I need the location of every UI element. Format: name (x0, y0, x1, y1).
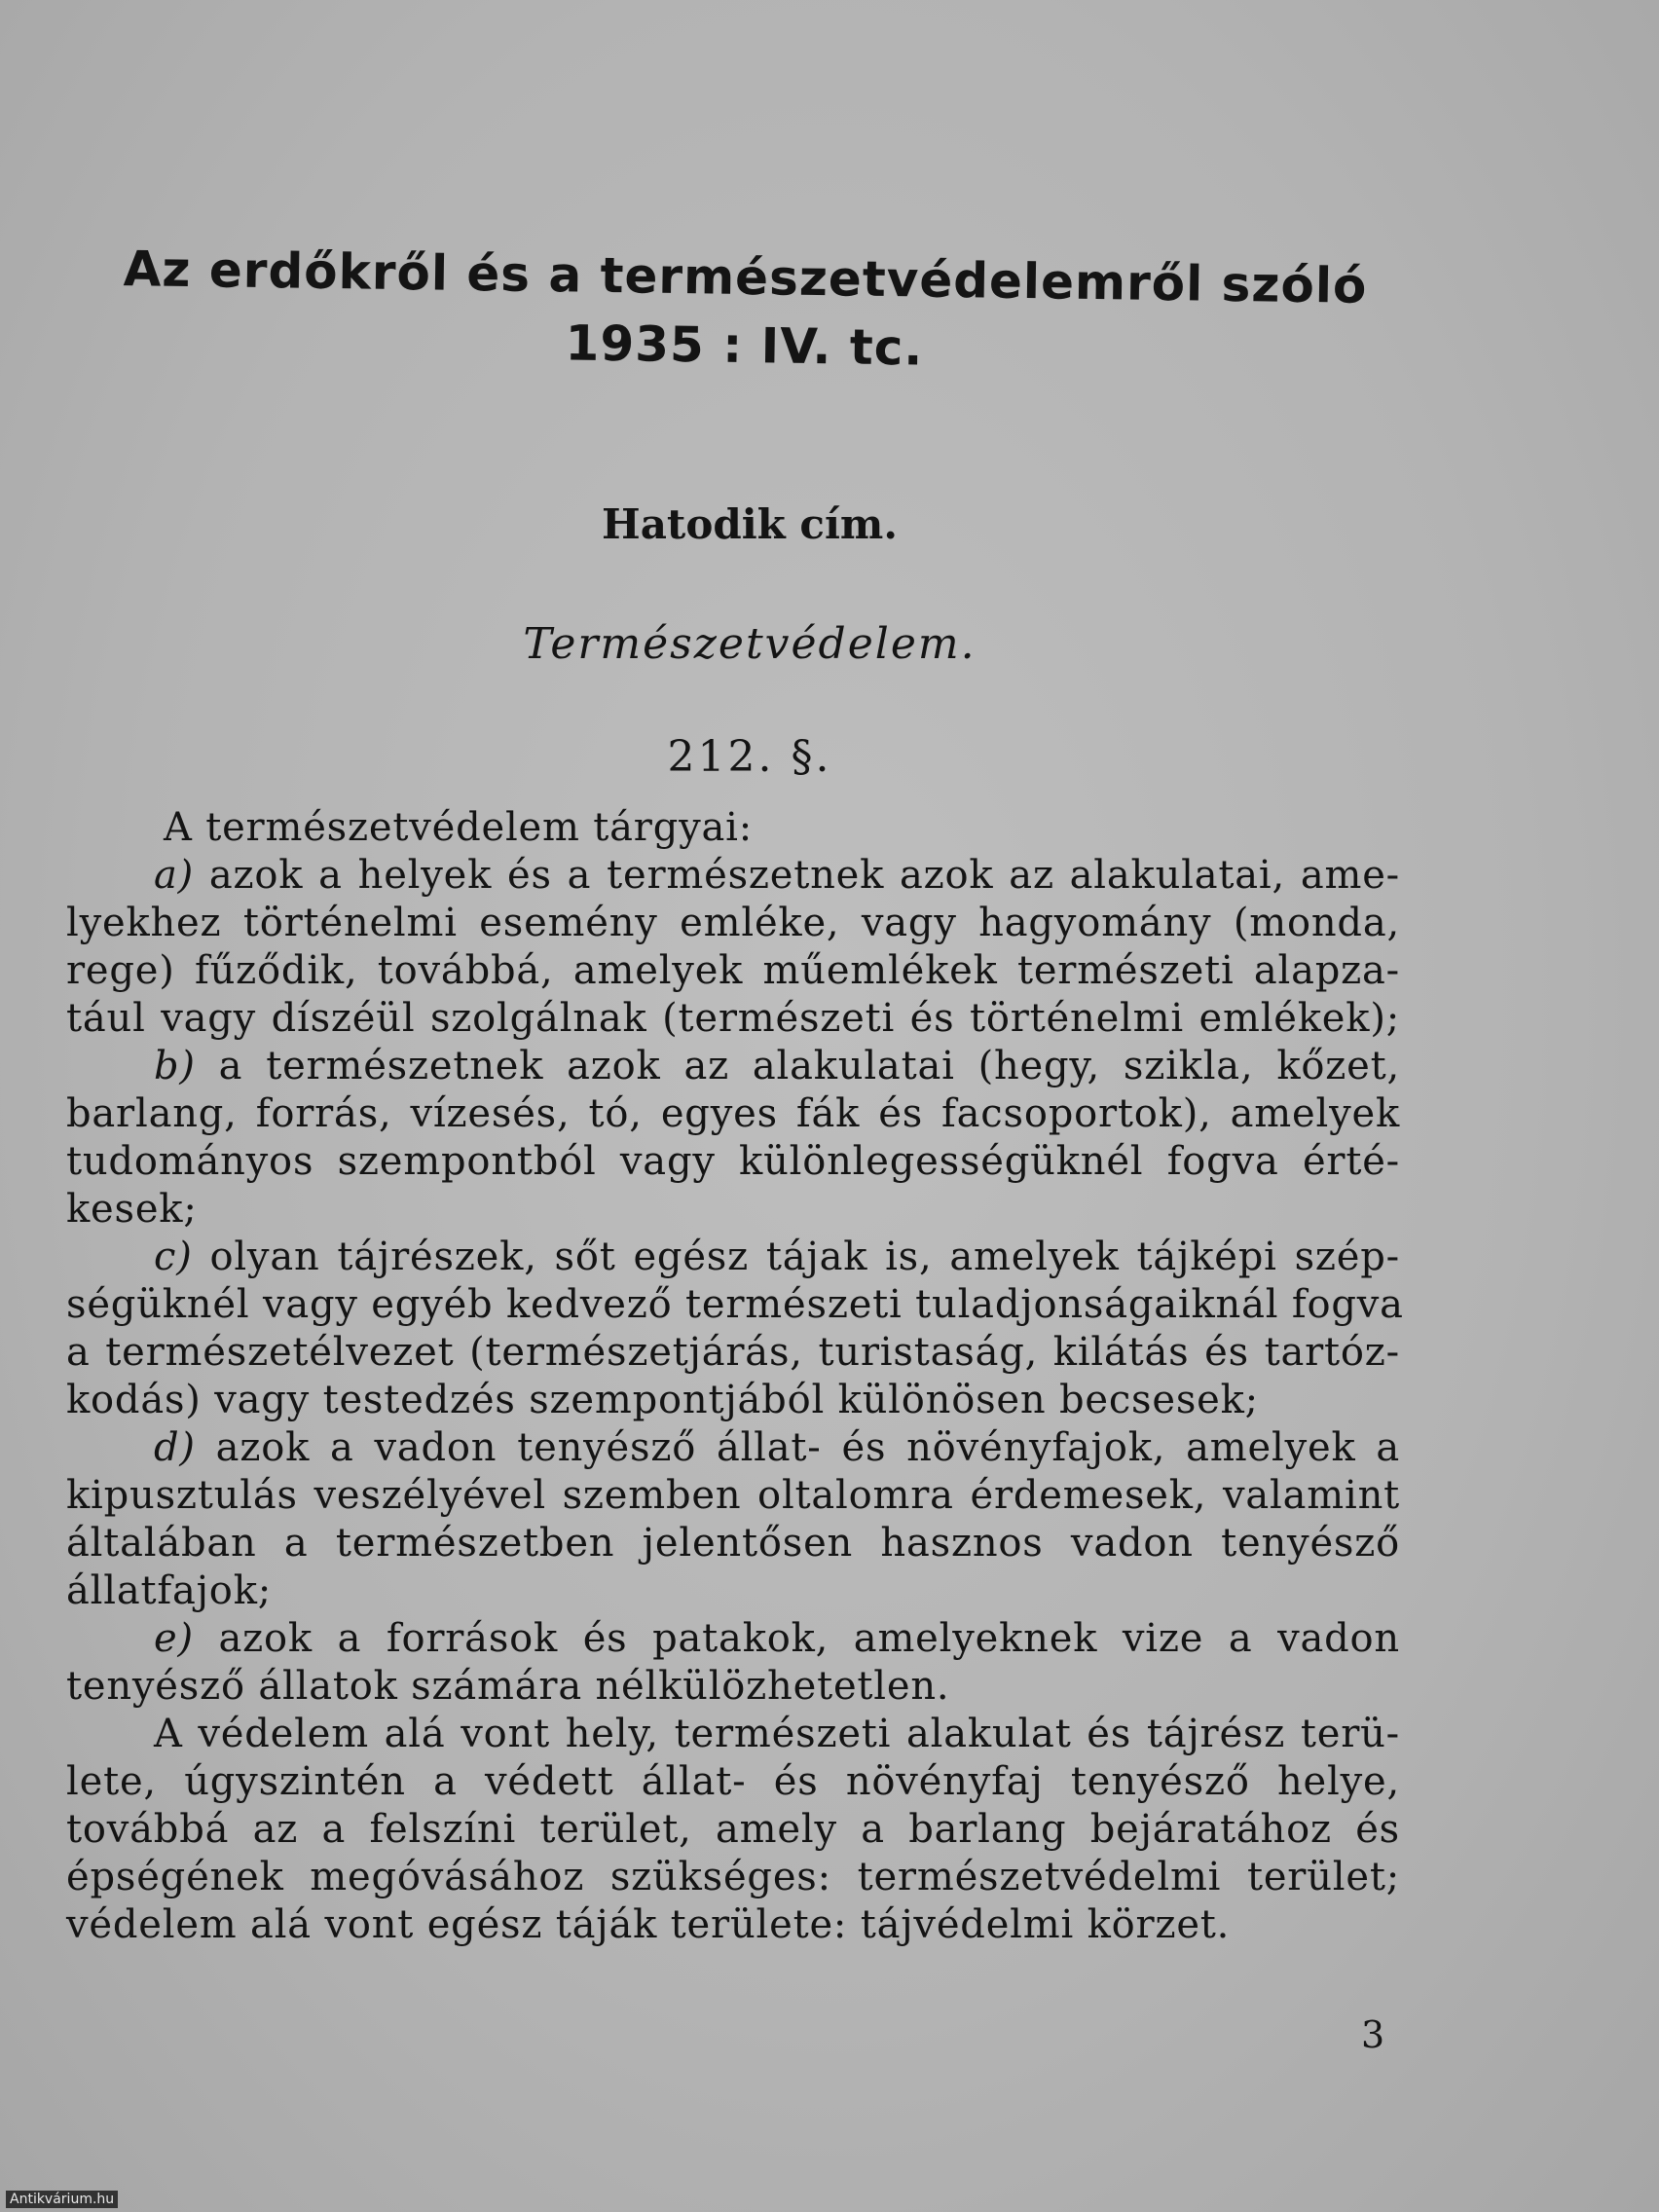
line-text: kipusztulás veszélyével szemben oltalomra érdemesek, valamint (66, 1473, 1400, 1518)
text-line (66, 1806, 1400, 1854)
chapter-subtitle: Természetvédelem. (523, 619, 977, 669)
paragraph-number: 212. §. (667, 732, 832, 782)
line-text: tudományos szempontból vagy különlegességüknél fogva érté- (66, 1139, 1400, 1184)
body-text (66, 804, 1404, 1949)
list-marker: c) (154, 1235, 193, 1279)
line-text: kesek; (66, 1187, 198, 1232)
line-text: általában a természetben jelentősen hasznos vadon tenyésző (66, 1521, 1400, 1566)
document-title (106, 235, 1383, 388)
line-text: védelem alá vont egész táják területe: tájvédelmi körzet. (66, 1902, 1231, 1947)
text-line (66, 1138, 1400, 1186)
text-line (66, 1901, 1400, 1949)
text-line (66, 900, 1400, 947)
text-line (66, 1472, 1400, 1520)
text-line (66, 1043, 1400, 1090)
text-line (66, 1234, 1400, 1281)
line-text: lete, úgyszintén a védett állat- és növényfaj tenyésző helye, (66, 1759, 1400, 1804)
line-text: a természetélvezet (természetjárás, turistaság, kilátás és tartóz- (66, 1330, 1400, 1375)
line-text: rege) fűződik, továbbá, amelyek műemlékek természeti alapza- (66, 948, 1400, 993)
line-text: kodás) vagy testedzés szempontjából különösen becsesek; (66, 1378, 1259, 1422)
chapter-heading: Hatodik cím. (602, 500, 898, 548)
text-line (66, 1281, 1404, 1329)
title-line-1: Az erdőkről és a természetvédelemről szóló (123, 240, 1368, 314)
text-line (66, 1329, 1400, 1377)
line-text: barlang, forrás, vízesés, tó, egyes fák és facsoportok), amelyek (66, 1091, 1400, 1136)
text-line (66, 947, 1400, 995)
text-line (66, 1377, 1400, 1424)
text-line (66, 1711, 1400, 1758)
text-line (66, 1424, 1400, 1472)
title-line-2: 1935 : IV. tc. (565, 314, 924, 377)
line-text: A természetvédelem tárgyai: (164, 805, 754, 850)
watermark: Antikvárium.hu (6, 2191, 118, 2208)
list-marker: b) (154, 1044, 196, 1088)
text-line (66, 852, 1400, 900)
text-line (66, 804, 1400, 852)
list-marker: d) (154, 1425, 196, 1470)
text-line (66, 1663, 1400, 1711)
line-text: azok a vadon tenyésző állat- és növényfajok, amelyek a (195, 1425, 1400, 1470)
line-text: a természetnek azok az alakulatai (hegy, szikla, kőzet, (195, 1044, 1400, 1088)
line-text: ségüknél vagy egyéb kedvező természeti tuladjonságaiknál fogva (66, 1282, 1404, 1327)
line-text: azok a helyek és a természetnek azok az alakulatai, ame- (194, 853, 1400, 898)
text-line (66, 1615, 1400, 1663)
text-line (66, 1090, 1400, 1138)
line-text: állatfajok; (66, 1568, 273, 1613)
list-marker: a) (154, 853, 195, 898)
text-line (66, 1567, 1400, 1615)
page-number: 3 (1361, 2013, 1385, 2056)
line-text: azok a források és patakok, amelyeknek vize a vadon (193, 1616, 1400, 1661)
text-line (66, 1854, 1400, 1901)
line-text: olyan tájrészek, sőt egész tájak is, amelyek tájképi szép- (192, 1235, 1400, 1279)
text-line (66, 995, 1400, 1043)
text-line (66, 1520, 1400, 1567)
line-text: tául vagy díszéül szolgálnak (természeti és történelmi emlékek); (66, 996, 1400, 1041)
line-text: épségének megóvásához szükséges: természetvédelmi terület; (66, 1855, 1400, 1899)
text-line (66, 1186, 1400, 1234)
list-marker: e) (154, 1616, 194, 1661)
line-text: tenyésző állatok számára nélkülözhetetlen. (66, 1664, 950, 1709)
line-text: lyekhez történelmi esemény emléke, vagy hagyomány (monda, (66, 901, 1400, 945)
line-text: A védelem alá vont hely, természeti alakulat és tájrész terü- (154, 1712, 1400, 1756)
line-text: továbbá az a felszíni terület, amely a barlang bejáratához és (66, 1807, 1400, 1852)
text-line (66, 1758, 1400, 1806)
